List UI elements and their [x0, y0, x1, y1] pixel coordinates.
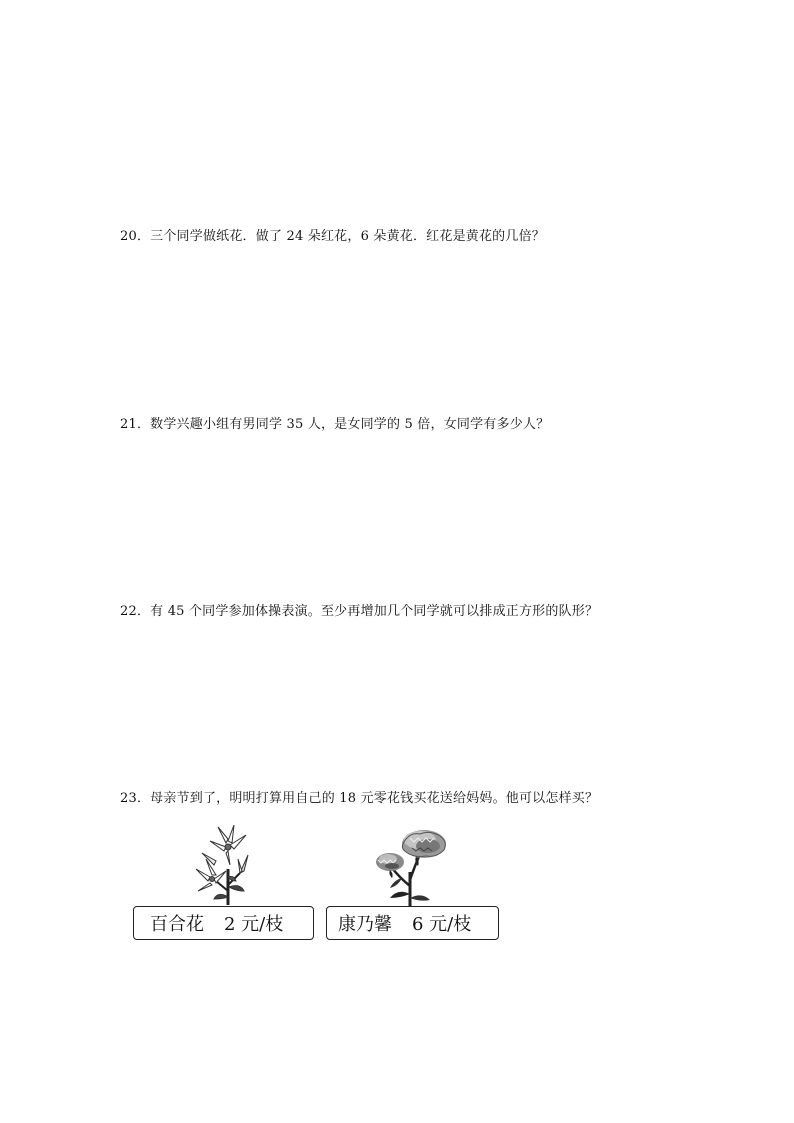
question-number: 21． — [120, 417, 151, 432]
question-number: 22． — [120, 604, 151, 619]
question-number: 20． — [120, 229, 151, 244]
question-text: 有 45 个同学参加体操表演。至少再增加几个同学就可以排成正方形的队形？ — [150, 604, 599, 619]
flower-name: 百合花 — [150, 914, 204, 935]
carnation-flower-icon — [370, 828, 450, 906]
question-22 — [120, 604, 598, 620]
price-box-carnation — [326, 906, 499, 940]
question-23 — [120, 791, 598, 807]
question-text: 母亲节到了，明明打算用自己的 18 元零花钱买花送给妈妈。他可以怎样买？ — [150, 791, 599, 806]
question-21 — [120, 417, 549, 433]
question-20 — [120, 229, 545, 245]
question-text: 数学兴趣小组有男同学 35 人，是女同学的 5 倍，女同学有多少人？ — [150, 417, 550, 432]
flower-name: 康乃馨 — [338, 914, 392, 935]
question-number: 23． — [120, 791, 151, 806]
flower-price: 6 元/枝 — [412, 914, 472, 935]
price-box-lily — [133, 906, 314, 940]
flower-price: 2 元/枝 — [224, 914, 284, 935]
lily-flower-icon — [188, 825, 258, 905]
question-text: 三个同学做纸花．做了 24 朵红花，6 朵黄花．红花是黄花的几倍？ — [150, 229, 545, 244]
